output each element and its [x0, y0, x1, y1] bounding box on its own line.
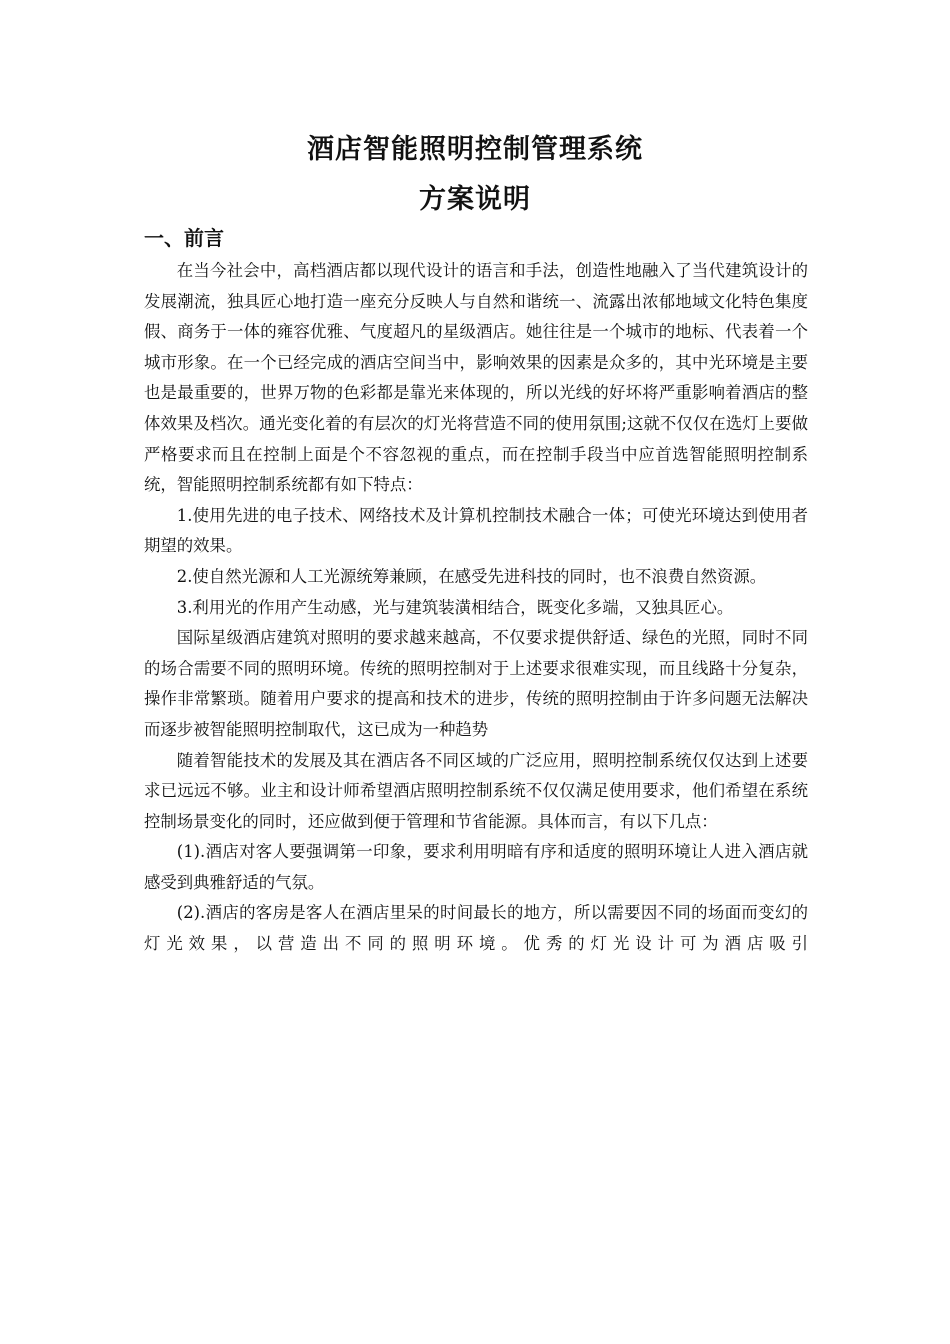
section-heading-preface: 一、前言 — [144, 226, 224, 250]
paragraph-intro: 在当今社会中，高档酒店都以现代设计的语言和手法，创造性地融入了当代建筑设计的发展潮流，独具匠心地打造一座充分反映人与自然和谐统一、流露出浓郁地域文化特色集度假、商务于一体的雍容优雅、气度超凡的星级酒店。她往往是一个城市的地标、代表着一个城市形象。在一个已经完成的酒店空间当中，影响效果的因素是众多的，其中光环境是主要也是最重要的，世界万物的色彩都是靠光来体现的，所以光线的好坏将严重影响着酒店的整体效果及档次。通光变化着的有层次的灯光将营造不同的使用氛围;这就不仅仅在选灯上要做严格要求而且在控制上面是个不容忽视的重点，而在控制手段当中应首选智能照明控制系统，智能照明控制系统都有如下特点： — [144, 261, 808, 495]
document-title: 酒店智能照明控制管理系统 — [307, 134, 643, 165]
paragraph-requirements: 随着智能技术的发展及其在酒店各不同区域的广泛应用，照明控制系统仅仅达到上述要求已远远不够。业主和设计师希望酒店照明控制系统不仅仅满足使用要求，他们希望在系统控制场景变化的同时，还应做到便于管理和节省能源。具体而言，有以下几点： — [144, 750, 808, 831]
list-item-feature-1: 1.使用先进的电子技术、网络技术及计算机控制技术融合一体；可使光环境达到使用者期望的效果。 — [144, 505, 808, 556]
paragraph-trend: 国际星级酒店建筑对照明的要求越来越高，不仅要求提供舒适、绿色的光照，同时不同的场合需要不同的照明环境。传统的照明控制对于上述要求很难实现，而且线路十分复杂，操作非常繁琐。随着用户要求的提高和技术的进步，传统的照明控制由于许多问题无法解决而逐步被智能照明控制取代，这已成为一种趋势 — [144, 628, 808, 739]
list-item-feature-2: 2.使自然光源和人工光源统筹兼顾，在感受先进科技的同时，也不浪费自然资源。 — [176, 566, 767, 586]
list-item-point-2: (2).酒店的客房是客人在酒店里呆的时间最长的地方，所以需要因不同的场面而变幻的灯光效果，以营造出不同的照明环境。优秀的灯光设计可为酒店吸引 — [144, 903, 808, 954]
document-subtitle: 方案说明 — [419, 184, 531, 215]
list-item-point-1: (1).酒店对客人要强调第一印象，要求利用明暗有序和适度的照明环境让人进入酒店就感受到典雅舒适的气氛。 — [144, 842, 808, 892]
list-item-feature-3: 3.利用光的作用产生动感，光与建筑装潢相结合，既变化多端，又独具匠心。 — [176, 597, 734, 617]
document-body — [144, 256, 808, 960]
